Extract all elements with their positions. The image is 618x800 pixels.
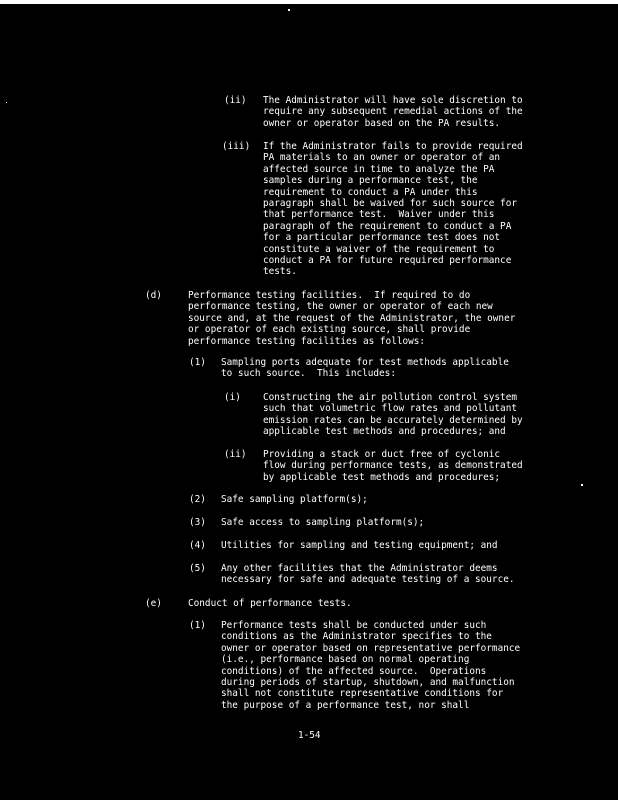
section-text: Performance testing facilities. If required to do performance testing, the owner or operator of each new source and, at the request of the Administrator, the owner or operator of each existing source, shall provide performance testing facilities as follows: bbox=[188, 290, 516, 347]
clause-marker: (ii) bbox=[224, 95, 247, 106]
scan-speck bbox=[581, 484, 583, 486]
section-heading: Conduct of performance tests. bbox=[188, 598, 352, 609]
clause-marker: (ii) bbox=[224, 449, 247, 460]
clause-text: Constructing the air pollution control system such that volumetric flow rates and pollutant emission rates can be accurately determined by applicable test methods and procedures; and bbox=[263, 392, 523, 438]
scan-top-edge bbox=[0, 0, 618, 4]
subsection-text: Sampling ports adequate for test methods applicable to such source. This includes: bbox=[221, 357, 509, 380]
clause-marker: (iii) bbox=[222, 141, 251, 152]
subsection-marker: (3) bbox=[189, 517, 206, 528]
subsection-marker: (1) bbox=[189, 357, 206, 368]
subsection-text: Performance tests shall be conducted under such conditions as the Administrator specifies to the owner or operator based on representative performance (i.e., performance based on normal operating conditions) of the affected source. Operations during periods of startup, shutdown, and malfunction shall not constitute representative conditions for the purpose of a performance test, nor shall bbox=[221, 620, 521, 711]
page-number: 1-54 bbox=[298, 730, 321, 741]
clause-text: The Administrator will have sole discretion to require any subsequent remedial actions of the owner or operator based on the PA results. bbox=[263, 95, 523, 129]
subsection-text: Any other facilities that the Administrator deems necessary for safe and adequate testing of a source. bbox=[221, 563, 515, 586]
subsection-marker: (1) bbox=[189, 620, 206, 631]
clause-text: If the Administrator fails to provide required PA materials to an owner or operator of an affected source in time to analyze the PA samples during a performance test, the requirement to conduct a PA under this paragraph shall be waived for such source for that performance test. Waiver under this paragraph of the requirement to conduct a PA for a particular performance test does not constitute a waiver of the requirement to conduct a PA for future required performance tests. bbox=[263, 141, 523, 278]
subsection-marker: (4) bbox=[189, 540, 206, 551]
subsection-marker: (2) bbox=[189, 494, 206, 505]
section-marker: (e) bbox=[145, 598, 162, 609]
scan-speck bbox=[288, 9, 290, 11]
clause-text: Providing a stack or duct free of cyclonic flow during performance tests, as demonstrated by applicable test methods and procedures; bbox=[263, 449, 523, 483]
scan-speck bbox=[6, 102, 7, 103]
section-marker: (d) bbox=[145, 290, 162, 301]
subsection-text: Safe access to sampling platform(s); bbox=[221, 517, 425, 528]
subsection-marker: (5) bbox=[189, 563, 206, 574]
subsection-text: Utilities for sampling and testing equipment; and bbox=[221, 540, 498, 551]
clause-marker: (i) bbox=[224, 392, 241, 403]
subsection-text: Safe sampling platform(s); bbox=[221, 494, 368, 505]
